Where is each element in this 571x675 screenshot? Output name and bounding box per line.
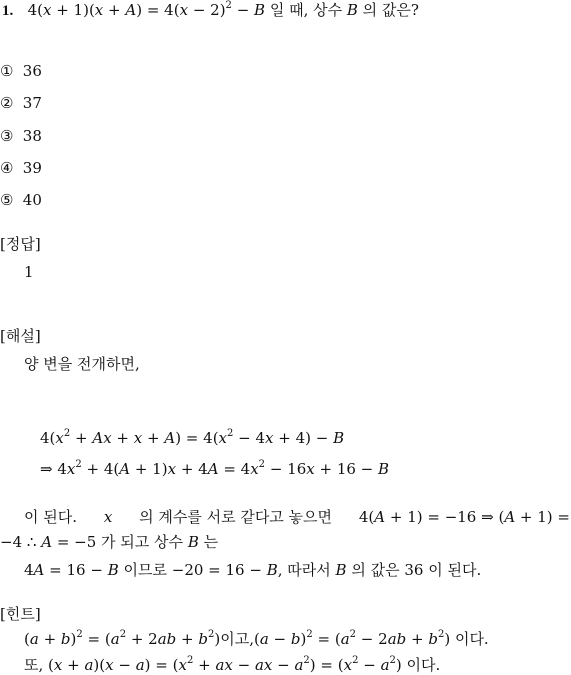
choice-3[interactable] (0, 126, 42, 146)
question-text: 일 때, 상수 (265, 1, 347, 19)
final-a: 이므로 (123, 561, 167, 579)
choice-marker: ③ (0, 127, 14, 145)
choice-value: 36 (22, 62, 42, 80)
question (2, 0, 419, 21)
question-text-end: 의 값은? (357, 1, 419, 19)
choice-4[interactable] (0, 158, 42, 178)
hint-line-1: $(a + b)^2 = (a^2 + 2ab + b^2)$이고$,(a - b)^2 = (a^2 - 2ab + b^2)$ 이다. (24, 629, 489, 648)
choice-marker: ④ (0, 159, 14, 177)
conclusion-var-x: x (103, 508, 113, 526)
solution-equation-1: $4(x^2 + Ax + x + A) = 4(x^2 - 4x + 4) - B$ (40, 428, 345, 447)
hint-mid: 이고, (220, 630, 254, 648)
choice-value: 39 (22, 159, 42, 177)
solution-conclusion (24, 507, 570, 527)
conclusion-b: 의 계수를 서로 같다고 놓으면 (139, 508, 333, 526)
hint-start-2: 또, (24, 656, 44, 674)
hint-line-2: 또, $(x + a)(x - a) = (x^2$ + ax − ax − $a^2) = (x^2 - a^2)$ 이다. (24, 655, 441, 674)
conclusion-d: 는 (203, 533, 219, 551)
conclusion-a: 이 된다. (24, 508, 78, 526)
question-number: 1. (2, 3, 14, 19)
solution-intro: 양 변을 전개하면, (24, 355, 140, 373)
hint-end-1: 이다. (450, 630, 489, 648)
choice-2[interactable] (0, 93, 42, 113)
hint-end-2: 이다. (401, 656, 441, 674)
choice-marker: ② (0, 94, 14, 112)
choice-1[interactable] (0, 61, 42, 81)
question-var-b: B (346, 1, 358, 19)
answer-value: 1 (24, 263, 34, 281)
hint-heading: [힌트] (0, 605, 41, 623)
choice-marker: ⑤ (0, 191, 14, 209)
solution-final: 4A = 16 − B 이므로 −20 = 16 − B, 따라서 B 의 값은 36 이 된다. (24, 561, 482, 579)
question-equation: $4(x + 1)(x + A) = 4(x - 2)^2 - B$ (27, 0, 266, 19)
choice-value: 40 (22, 191, 42, 209)
final-c: 의 값은 36 이 된다. (351, 561, 482, 579)
choice-marker: ① (0, 62, 14, 80)
solution-equation-2: ⇒ $4x^2 + 4(A + 1)x + 4A = 4x^2 - 16x + 16 - B$ (40, 459, 390, 478)
answer-heading: [정답] (0, 235, 41, 253)
conclusion-c: 가 되고 상수 (101, 533, 184, 551)
conclusion-eq: 4(A + 1) = −16 ⇒ (A + 1) = (358, 508, 570, 526)
final-b: , 따라서 (277, 561, 331, 579)
solution-conclusion-2: −4 ∴ A = −5 가 되고 상수 B 는 (0, 533, 219, 551)
choice-value: 38 (22, 127, 42, 145)
choice-value: 37 (22, 94, 42, 112)
choice-5[interactable] (0, 190, 42, 210)
solution-heading: [해설] (0, 327, 41, 345)
